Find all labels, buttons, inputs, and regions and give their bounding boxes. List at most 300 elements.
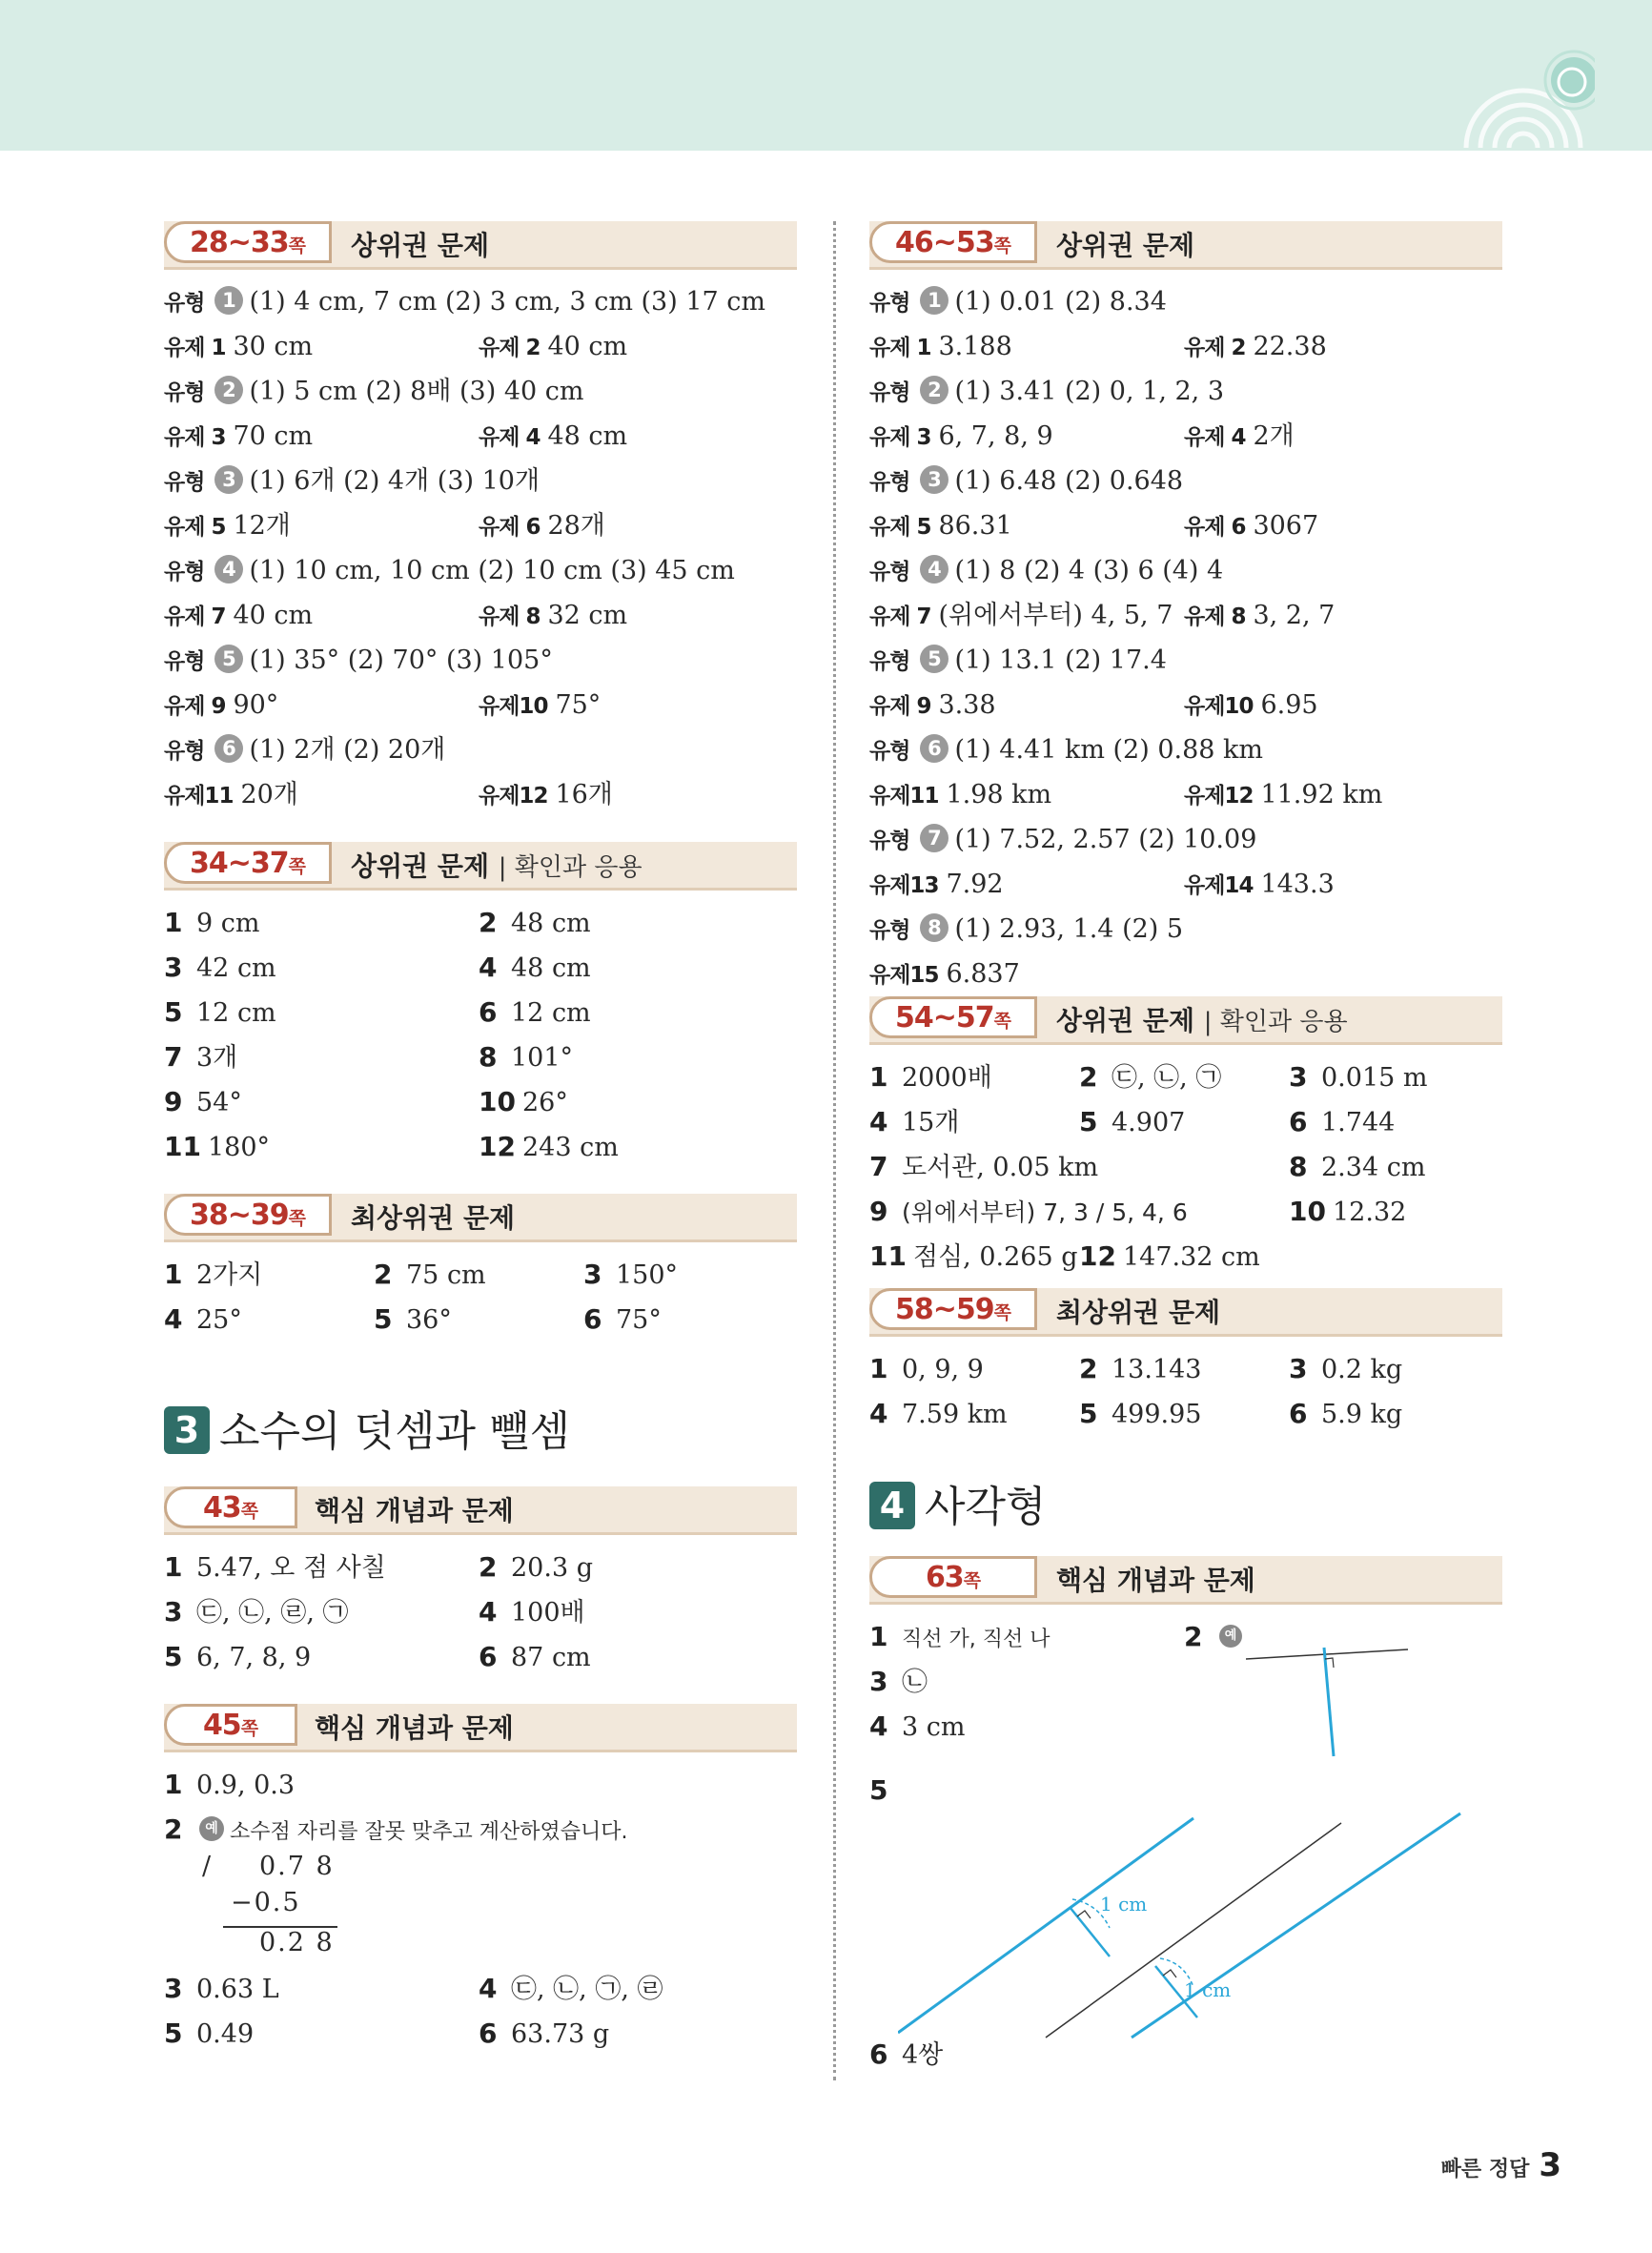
answer-row bbox=[164, 1079, 797, 1124]
answer-cell bbox=[869, 548, 1223, 595]
page-range: 46~53 bbox=[895, 226, 994, 259]
type-label: 유형 bbox=[869, 649, 910, 674]
answer-cell bbox=[869, 862, 1004, 909]
answer-cell bbox=[479, 324, 627, 371]
answer-cell bbox=[479, 1034, 573, 1080]
answer-cell bbox=[164, 1966, 279, 2012]
answer-row bbox=[164, 900, 797, 945]
answer-value: (1) 13.1 (2) 17.4 bbox=[954, 645, 1167, 675]
answer-cell bbox=[479, 1634, 591, 1680]
answer-value: 40 cm bbox=[547, 332, 628, 361]
answer-value: 6.837 bbox=[946, 959, 1020, 989]
answer-cell bbox=[164, 1545, 386, 1590]
answer-cell bbox=[164, 279, 765, 326]
answer-cell bbox=[1184, 593, 1335, 640]
answer-number: 4 bbox=[479, 952, 498, 983]
answer-row bbox=[869, 862, 1502, 907]
page-range: 45 bbox=[202, 1709, 241, 1742]
answer-value: 86.31 bbox=[938, 511, 1012, 541]
answer-cell bbox=[869, 324, 1012, 371]
answer-row bbox=[164, 414, 797, 459]
answer-number: 3 bbox=[164, 1973, 183, 2004]
answer-cell bbox=[479, 945, 591, 991]
section-title: 최상위권 문제 bbox=[351, 1202, 516, 1234]
answer-number: 5 bbox=[164, 996, 183, 1028]
answer-value: (1) 5 cm (2) 8배 (3) 40 cm bbox=[249, 377, 584, 406]
exercise-label: 유제11 bbox=[869, 784, 939, 809]
perpendicular-figure bbox=[1246, 1623, 1417, 1766]
exercise-label: 유제 1 bbox=[164, 336, 226, 360]
answer-row: 5 bbox=[869, 1774, 888, 1806]
page-range: 63 bbox=[925, 1561, 964, 1594]
answer-value: 0.2 kg bbox=[1321, 1355, 1403, 1384]
answer-row bbox=[869, 414, 1502, 459]
answer-cell bbox=[1184, 772, 1382, 819]
answer-number: 6 bbox=[583, 1303, 602, 1335]
answer-number: 5 bbox=[164, 2017, 183, 2049]
answer-cell bbox=[1184, 862, 1335, 909]
exercise-label: 유제 9 bbox=[869, 694, 931, 719]
answer-number: 7 bbox=[164, 1041, 183, 1073]
answer-row: 4 3 cm bbox=[869, 1710, 966, 1742]
section-title: 상위권 문제 bbox=[351, 850, 489, 882]
answer-cell bbox=[869, 907, 1183, 953]
exercise-label: 유제11 bbox=[164, 784, 234, 809]
answer-cell bbox=[479, 593, 627, 640]
answer-value: 6.95 bbox=[1260, 690, 1318, 720]
answer-value: (1) 4.41 km (2) 0.88 km bbox=[954, 735, 1264, 765]
answer-row bbox=[164, 503, 797, 548]
answer-value: 36° bbox=[406, 1305, 452, 1335]
answer-row bbox=[164, 369, 797, 414]
chapter-title: 소수의 덧셈과 뺄셈 bbox=[219, 1407, 571, 1456]
answer-value: 40 cm bbox=[233, 601, 314, 630]
page-unit: 쪽 bbox=[288, 236, 306, 256]
answer-value: 12 cm bbox=[511, 998, 591, 1028]
answer-value: 32 cm bbox=[547, 601, 628, 630]
section-title: 상위권 문제 bbox=[351, 230, 489, 261]
exercise-label: 유제 5 bbox=[164, 515, 226, 540]
answer-row bbox=[164, 2011, 797, 2056]
type-label: 유형 bbox=[164, 291, 205, 316]
answer-row bbox=[869, 503, 1502, 548]
answer-value: 3067 bbox=[1253, 511, 1319, 541]
answer-cell bbox=[869, 503, 1012, 550]
page-footer bbox=[1441, 2146, 1561, 2184]
section-header bbox=[164, 1486, 797, 1535]
answer-value: 75° bbox=[555, 690, 602, 720]
answer-value: 20.3 g bbox=[511, 1553, 593, 1583]
answer-list bbox=[164, 1966, 797, 2056]
answer-row bbox=[164, 1545, 797, 1589]
type-number-badge: 3 bbox=[214, 465, 243, 494]
answer-cell bbox=[164, 369, 584, 416]
section-header bbox=[869, 221, 1502, 270]
answer-cell bbox=[479, 503, 605, 550]
type-number-badge: 8 bbox=[920, 913, 948, 942]
answer-value: 63.73 g bbox=[511, 2019, 610, 2049]
answer-cell bbox=[164, 2011, 254, 2057]
exercise-label: 유제 3 bbox=[869, 425, 931, 450]
answer-cell bbox=[1079, 1346, 1201, 1392]
answer-cell bbox=[869, 638, 1167, 685]
answer-cell bbox=[479, 1079, 568, 1125]
type-number-badge: 1 bbox=[920, 286, 948, 315]
answer-value: ㉢, ㉡, ㉠, ㉣ bbox=[511, 1975, 663, 2004]
answer-value: (1) 0.01 (2) 8.34 bbox=[954, 287, 1167, 317]
chapter-number: 3 bbox=[164, 1406, 210, 1454]
answer-cell bbox=[374, 1252, 486, 1298]
answer-cell bbox=[583, 1297, 662, 1342]
exercise-label: 유제10 bbox=[1184, 694, 1254, 719]
answer-row: 4 15개 5 4.907 6 1.744 bbox=[869, 1106, 1396, 1137]
answer-value: (1) 6개 (2) 4개 (3) 10개 bbox=[249, 466, 540, 496]
answer-number: 5 bbox=[374, 1303, 393, 1335]
answer-number: 1 bbox=[869, 1353, 888, 1384]
answer-value: 2가지 bbox=[196, 1260, 263, 1290]
exercise-label: 유제 5 bbox=[869, 515, 931, 540]
exercise-label: 유제 2 bbox=[1184, 336, 1246, 360]
answer-value: 75 cm bbox=[406, 1260, 486, 1290]
answer-cell bbox=[869, 683, 996, 729]
answer-value: (위에서부터) 4, 5, 7 bbox=[938, 601, 1173, 630]
section-title: 핵심 개념과 문제 bbox=[1056, 1565, 1255, 1596]
exercise-label: 유제12 bbox=[479, 784, 548, 809]
type-label: 유형 bbox=[869, 918, 910, 943]
answer-list bbox=[869, 1346, 1502, 1436]
answer-value: (1) 8 (2) 4 (3) 6 (4) 4 bbox=[954, 556, 1224, 585]
answer-cell bbox=[479, 1966, 663, 2012]
distance-label: 1 cm bbox=[1184, 1978, 1232, 2001]
chapter-heading bbox=[164, 1399, 797, 1465]
answer-row bbox=[164, 727, 797, 772]
type-label: 유형 bbox=[869, 739, 910, 764]
answer-row: 3 ㉡ bbox=[869, 1666, 928, 1697]
answer-row bbox=[164, 638, 797, 683]
answer-cell bbox=[164, 1124, 270, 1170]
answer-value: 9 cm bbox=[196, 909, 260, 938]
answer-value: 7.92 bbox=[946, 870, 1004, 899]
answer-value: (1) 6.48 (2) 0.648 bbox=[954, 466, 1184, 496]
answer-value: 11.92 km bbox=[1260, 780, 1383, 809]
answer-cell bbox=[164, 772, 298, 819]
answer-cell bbox=[164, 503, 291, 550]
section-header bbox=[164, 221, 797, 270]
type-label: 유형 bbox=[869, 470, 910, 495]
answer-value: 0.63 L bbox=[196, 1975, 279, 2004]
answer-cell bbox=[164, 990, 276, 1035]
answer-number: 6 bbox=[479, 2017, 498, 2049]
answer-row bbox=[164, 1807, 797, 1852]
answer-number: 1 bbox=[164, 1551, 183, 1583]
answer-value: 20개 bbox=[240, 780, 298, 809]
answer-value: 5.9 kg bbox=[1321, 1400, 1403, 1429]
answer-value: 48 cm bbox=[511, 953, 591, 983]
answer-row bbox=[164, 459, 797, 503]
answer-cell bbox=[869, 593, 1173, 640]
answer-cell bbox=[164, 593, 313, 640]
answer-cell bbox=[164, 459, 540, 505]
answer-number: 11 bbox=[164, 1131, 201, 1162]
answer-cell bbox=[479, 900, 591, 946]
exercise-label: 유제 8 bbox=[479, 604, 540, 629]
answer-number: 6 bbox=[479, 996, 498, 1028]
type-label: 유형 bbox=[164, 560, 205, 584]
answer-row bbox=[869, 459, 1502, 503]
answer-value: 48 cm bbox=[511, 909, 591, 938]
page-unit: 쪽 bbox=[240, 1718, 259, 1739]
answer-value: 2개 bbox=[1253, 421, 1295, 451]
section-title: 핵심 개념과 문제 bbox=[315, 1495, 514, 1526]
answer-list bbox=[164, 279, 797, 817]
section-header bbox=[869, 1288, 1502, 1337]
answer-row bbox=[869, 952, 1502, 996]
page-unit: 쪽 bbox=[963, 1570, 982, 1591]
answer-list bbox=[164, 900, 797, 1169]
answer-cell bbox=[164, 1297, 242, 1342]
type-label: 유형 bbox=[164, 649, 205, 674]
answer-value: 180° bbox=[208, 1133, 271, 1162]
exercise-label: 유제12 bbox=[1184, 784, 1254, 809]
footer-text: 빠른 정답 bbox=[1440, 2158, 1530, 2181]
exercise-label: 유제 2 bbox=[479, 336, 540, 360]
answer-value: (1) 3.41 (2) 0, 1, 2, 3 bbox=[954, 377, 1225, 406]
answer-row: 11 점심, 0.265 g 12 147.32 cm bbox=[869, 1240, 1260, 1272]
answer-row bbox=[164, 1966, 797, 2011]
exercise-label: 유제15 bbox=[869, 963, 939, 988]
answer-cell bbox=[869, 414, 1053, 461]
answer-cell bbox=[869, 772, 1051, 819]
parallel-lines-figure bbox=[898, 1785, 1470, 2052]
answer-cell bbox=[164, 1079, 242, 1125]
answer-number: 1 bbox=[164, 907, 183, 938]
answer-value: 499.95 bbox=[1112, 1400, 1202, 1429]
answer-value: 0.9, 0.3 bbox=[196, 1771, 296, 1800]
answer-number: 6 bbox=[479, 1641, 498, 1672]
answer-cell bbox=[869, 459, 1183, 505]
answer-value: 0.49 bbox=[196, 2019, 255, 2049]
answer-cell bbox=[1184, 683, 1318, 729]
answer-number: 1 bbox=[164, 1259, 183, 1290]
answer-cell bbox=[869, 1391, 1008, 1437]
answer-cell bbox=[1184, 324, 1327, 371]
answer-cell bbox=[1289, 1346, 1402, 1392]
answer-number: 5 bbox=[164, 1641, 183, 1672]
answer-cell bbox=[869, 817, 1256, 864]
answer-value: 12개 bbox=[233, 511, 291, 541]
answer-cell bbox=[583, 1252, 678, 1298]
answer-value: 7.59 km bbox=[902, 1400, 1008, 1429]
answer-value: 0, 9, 9 bbox=[902, 1355, 984, 1384]
chapter-title: 사각형 bbox=[925, 1483, 1047, 1531]
answer-row bbox=[164, 1034, 797, 1079]
section-title: 핵심 개념과 문제 bbox=[315, 1712, 514, 1744]
exercise-label: 유제14 bbox=[1184, 873, 1254, 898]
answer-row bbox=[164, 990, 797, 1034]
answer-cell bbox=[164, 683, 278, 729]
example-badge: 예 bbox=[1219, 1625, 1242, 1648]
answer-value: 101° bbox=[511, 1043, 574, 1073]
section-title: 상위권 문제 bbox=[1056, 1005, 1194, 1036]
section-subtitle: 확인과 응용 bbox=[514, 853, 642, 882]
type-label: 유형 bbox=[164, 739, 205, 764]
answer-row bbox=[164, 1252, 797, 1297]
answer-row bbox=[164, 772, 797, 817]
answer-cell bbox=[869, 952, 1020, 998]
answer-row bbox=[164, 683, 797, 727]
answer-row bbox=[869, 683, 1502, 727]
answer-row bbox=[869, 369, 1502, 414]
answer-value: 16개 bbox=[555, 780, 613, 809]
page-range: 43 bbox=[202, 1491, 241, 1525]
answer-cell bbox=[869, 727, 1263, 774]
answer-row bbox=[869, 279, 1502, 324]
answer-number: 3 bbox=[164, 952, 183, 983]
answer-cell bbox=[1079, 1391, 1201, 1437]
answer-row bbox=[164, 324, 797, 369]
answer-value: ㉢, ㉡, ㉣, ㉠ bbox=[196, 1598, 349, 1628]
exercise-label: 유제13 bbox=[869, 873, 939, 898]
answer-number: 2 bbox=[164, 1813, 183, 1845]
answer-value: 30 cm bbox=[233, 332, 314, 361]
exercise-label: 유제 7 bbox=[869, 604, 931, 629]
exercise-label: 유제 8 bbox=[1184, 604, 1246, 629]
type-number-badge: 6 bbox=[214, 734, 243, 763]
answer-cell bbox=[479, 683, 601, 729]
type-label: 유형 bbox=[869, 829, 910, 853]
type-label: 유형 bbox=[869, 560, 910, 584]
answer-row bbox=[869, 638, 1502, 683]
answer-value: 3개 bbox=[196, 1043, 238, 1073]
section-title: 최상위권 문제 bbox=[1056, 1297, 1221, 1328]
answer-cell bbox=[164, 548, 735, 595]
calc-minus: −0.5 bbox=[231, 1888, 301, 1917]
answer-value: 6, 7, 8, 9 bbox=[938, 421, 1053, 451]
page-unit: 쪽 bbox=[993, 236, 1011, 256]
answer-row: 9 (위에서부터) 7, 3 / 5, 4, 6 10 12.32 bbox=[869, 1196, 1407, 1227]
answer-number: 2 bbox=[1079, 1353, 1098, 1384]
chapter-heading bbox=[869, 1474, 1502, 1541]
answer-row bbox=[164, 593, 797, 638]
answer-value: 22.38 bbox=[1253, 332, 1327, 361]
right-column bbox=[869, 221, 1502, 2077]
answer-row: 1 2000배 2 ㉢, ㉡, ㉠ 3 0.015 m bbox=[869, 1061, 1428, 1093]
answer-cell bbox=[479, 772, 613, 819]
answer-value: 87 cm bbox=[511, 1643, 591, 1672]
answer-value: 25° bbox=[196, 1305, 242, 1335]
column-divider bbox=[833, 221, 836, 2080]
answer-cell bbox=[1289, 1391, 1402, 1437]
answer-cell bbox=[869, 279, 1167, 326]
answer-number: 6 bbox=[1289, 1398, 1308, 1429]
answer-value: 100배 bbox=[511, 1598, 585, 1628]
page-unit: 쪽 bbox=[288, 1208, 306, 1229]
answer-number: 4 bbox=[479, 1973, 498, 2004]
answer-number: 3 bbox=[1289, 1353, 1308, 1384]
left-column bbox=[164, 221, 797, 2056]
answer-row bbox=[869, 727, 1502, 772]
exercise-label: 유제 6 bbox=[1184, 515, 1246, 540]
answer-number: 4 bbox=[479, 1596, 498, 1628]
answer-cell bbox=[164, 900, 260, 946]
answer-number: 2 bbox=[479, 907, 498, 938]
strike-mark: / bbox=[202, 1852, 212, 1881]
answer-value: 3.188 bbox=[938, 332, 1012, 361]
answer-value: 12 cm bbox=[196, 998, 276, 1028]
answer-cell bbox=[164, 1589, 349, 1635]
answer-cell bbox=[869, 1346, 984, 1392]
answer-row bbox=[869, 324, 1502, 369]
answer-row: 1 직선 가, 직선 나 2 예 bbox=[869, 1614, 1502, 1659]
answer-value: 3, 2, 7 bbox=[1253, 601, 1336, 630]
answer-cell bbox=[164, 945, 276, 991]
answer-list bbox=[164, 1252, 797, 1342]
page-range: 58~59 bbox=[895, 1293, 994, 1326]
calc-top: 0.7 8 bbox=[259, 1852, 335, 1881]
exercise-label: 유제 7 bbox=[164, 604, 226, 629]
type-number-badge: 4 bbox=[214, 555, 243, 584]
page-unit: 쪽 bbox=[288, 856, 306, 877]
type-number-badge: 6 bbox=[920, 734, 948, 763]
answer-cell bbox=[479, 414, 627, 461]
example-badge: 예 bbox=[199, 1816, 224, 1841]
answer-row bbox=[164, 1762, 797, 1807]
page-range: 54~57 bbox=[895, 1001, 994, 1034]
page-range: 28~33 bbox=[190, 226, 289, 259]
section-header bbox=[164, 1194, 797, 1242]
answer-value: 90° bbox=[233, 690, 279, 720]
answer-value: (1) 2개 (2) 20개 bbox=[249, 735, 446, 765]
answer-value: 48 cm bbox=[547, 421, 628, 451]
section-header: 34~37쪽 상위권 문제 | 확인과 응용 bbox=[164, 842, 797, 891]
answer-number: 8 bbox=[479, 1041, 498, 1073]
type-number-badge: 4 bbox=[920, 555, 948, 584]
answer-value: 1.98 km bbox=[946, 780, 1052, 809]
answer-value: 5.47, 오 점 사칠 bbox=[196, 1553, 386, 1583]
answer-cell bbox=[164, 324, 313, 371]
answer-cell bbox=[1184, 414, 1295, 461]
answer-cell bbox=[479, 2011, 609, 2057]
type-number-badge: 7 bbox=[920, 824, 948, 852]
answer-value: 54° bbox=[196, 1088, 242, 1117]
answer-cell bbox=[869, 369, 1224, 416]
answer-value: 150° bbox=[616, 1260, 679, 1290]
page-range: 38~39 bbox=[190, 1198, 289, 1232]
answer-value: 42 cm bbox=[196, 953, 276, 983]
type-number-badge: 5 bbox=[214, 645, 243, 673]
exercise-label: 유제 1 bbox=[869, 336, 931, 360]
answer-row bbox=[164, 279, 797, 324]
answer-number: 3 bbox=[583, 1259, 602, 1290]
answer-row bbox=[869, 772, 1502, 817]
exercise-label: 유제 3 bbox=[164, 425, 226, 450]
answer-row bbox=[869, 907, 1502, 952]
page-unit: 쪽 bbox=[993, 1011, 1011, 1032]
exercise-label: 유제 4 bbox=[479, 425, 540, 450]
answer-list bbox=[164, 1545, 797, 1679]
section-header: 54~57쪽 상위권 문제 | 확인과 응용 bbox=[869, 996, 1502, 1045]
answer-row bbox=[869, 1391, 1502, 1436]
answer-value: (1) 4 cm, 7 cm (2) 3 cm, 3 cm (3) 17 cm bbox=[249, 287, 766, 317]
page-number: 3 bbox=[1539, 2146, 1561, 2184]
type-number-badge: 2 bbox=[920, 376, 948, 404]
exercise-label: 유제10 bbox=[479, 694, 548, 719]
distance-label: 1 cm bbox=[1100, 1893, 1148, 1915]
answer-cell bbox=[164, 1034, 237, 1080]
answer-list bbox=[869, 279, 1502, 996]
exercise-label: 유제 6 bbox=[479, 515, 540, 540]
exercise-label: 유제 4 bbox=[1184, 425, 1246, 450]
